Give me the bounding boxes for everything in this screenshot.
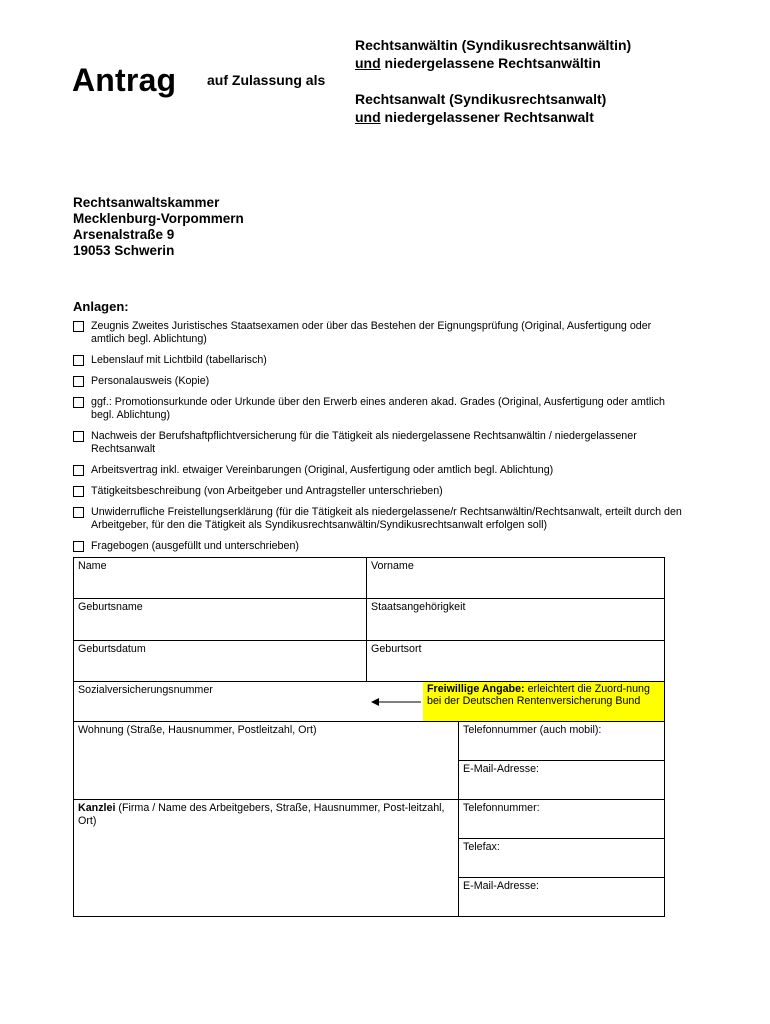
- personal-data-form: [73, 557, 665, 917]
- geburtsname-field[interactable]: Geburtsname: [73, 598, 367, 641]
- kanzlei-telefon-field[interactable]: Telefonnummer:: [458, 799, 665, 839]
- address-line4: 19053 Schwerin: [73, 243, 175, 258]
- option-male-line2: [355, 108, 606, 126]
- option-male-rest: niedergelassener Rechtsanwalt: [380, 109, 594, 125]
- option-female-line2: [355, 54, 631, 72]
- vorname-field[interactable]: Vorname: [366, 557, 665, 599]
- kanzlei-email-field[interactable]: E-Mail-Adresse:: [458, 877, 665, 917]
- anlagen-heading: Anlagen:: [73, 299, 129, 314]
- checkbox[interactable]: [73, 465, 84, 476]
- option-male: [355, 90, 606, 126]
- checkbox[interactable]: [73, 355, 84, 366]
- option-male-und: und: [355, 109, 381, 125]
- geburtsort-field[interactable]: Geburtsort: [366, 640, 665, 682]
- staatsangehoerigkeit-field[interactable]: Staatsangehörigkeit: [366, 598, 665, 641]
- checkbox[interactable]: [73, 321, 84, 332]
- telefon-mobil-field[interactable]: Telefonnummer (auch mobil):: [458, 721, 665, 761]
- anlage-item: Nachweis der Berufshaftpflichtversicherung für die Tätigkeit als niedergelassene Rechtsanwältin / niedergelassener Rechtsanwalt: [73, 430, 683, 456]
- anlage-item: Unwiderrufliche Freistellungserklärung (für die Tätigkeit als niedergelassene/r Rechtsanwältin/Rechtsanwalt, erteilt durch den Arbeitgeber, für den die Tätigkeit als Syndikusrechtsanwältin/Syndikusrechtsanwalt erfolgen soll): [73, 506, 683, 532]
- anlage-item: Tätigkeitsbeschreibung (von Arbeitgeber und Antragsteller unterschrieben): [73, 485, 683, 498]
- option-male-line1: Rechtsanwalt (Syndikusrechtsanwalt): [355, 91, 607, 107]
- voluntary-info-note: Freiwillige Angabe: erleichtert die Zuord-nung bei der Deutschen Rentenversicherung Bund: [423, 682, 664, 721]
- anlage-item: Zeugnis Zweites Juristisches Staatsexamen oder über das Bestehen der Eignungsprüfung (Original, Ausfertigung oder amtlich begl. Ablichtung): [73, 320, 683, 346]
- address-line1: Rechtsanwaltskammer: [73, 195, 220, 210]
- arrow-left-icon: [371, 696, 423, 708]
- wohnung-field[interactable]: Wohnung (Straße, Hausnummer, Postleitzahl, Ort): [73, 721, 459, 800]
- address-line2: Mecklenburg-Vorpommern: [73, 211, 244, 226]
- checkbox[interactable]: [73, 397, 84, 408]
- anlage-item: Personalausweis (Kopie): [73, 375, 683, 388]
- checkbox[interactable]: [73, 376, 84, 387]
- email-field[interactable]: E-Mail-Adresse:: [458, 760, 665, 800]
- checkbox[interactable]: [73, 507, 84, 518]
- option-female-line1: Rechtsanwältin (Syndikusrechtsanwältin): [355, 37, 632, 53]
- anlage-item: ggf.: Promotionsurkunde oder Urkunde über den Erwerb eines anderen akad. Grades (Original, Ausfertigung oder amtlich begl. Ablichtung): [73, 396, 683, 422]
- form-subtitle: auf Zulassung als: [207, 72, 326, 88]
- anlage-item: Fragebogen (ausgefüllt und unterschrieben): [73, 540, 683, 553]
- address-line3: Arsenalstraße 9: [73, 227, 175, 242]
- option-female-rest: niedergelassene Rechtsanwältin: [380, 55, 601, 71]
- recipient-address: [73, 195, 244, 259]
- option-female: [355, 36, 631, 72]
- anlagen-list: [73, 320, 683, 561]
- name-field[interactable]: Name: [73, 557, 367, 599]
- checkbox[interactable]: [73, 486, 84, 497]
- form-title: Antrag: [72, 62, 177, 98]
- anlage-item: Arbeitsvertrag inkl. etwaiger Vereinbarungen (Original, Ausfertigung oder amtlich begl. Ablichtung): [73, 464, 683, 477]
- option-female-und: und: [355, 55, 381, 71]
- kanzlei-field[interactable]: Kanzlei (Firma / Name des Arbeitgebers, Straße, Hausnummer, Post-leitzahl, Ort): [73, 799, 459, 917]
- anlage-item: Lebenslauf mit Lichtbild (tabellarisch): [73, 354, 683, 367]
- checkbox[interactable]: [73, 431, 84, 442]
- sozialversicherungsnummer-field[interactable]: Sozialversicherungsnummer: [73, 681, 665, 722]
- checkbox[interactable]: [73, 541, 84, 552]
- kanzlei-telefax-field[interactable]: Telefax:: [458, 838, 665, 878]
- geburtsdatum-field[interactable]: Geburtsdatum: [73, 640, 367, 682]
